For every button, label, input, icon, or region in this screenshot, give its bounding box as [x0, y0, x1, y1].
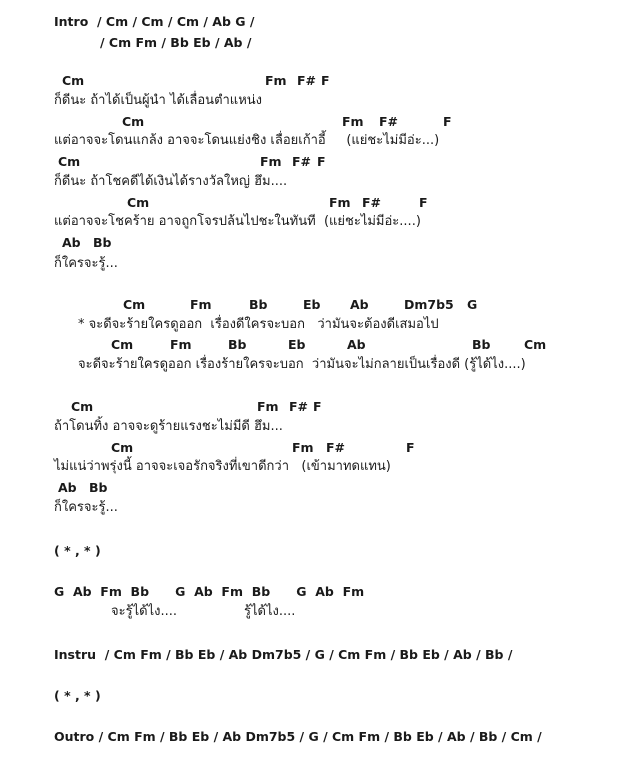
chord: Ab: [62, 235, 81, 250]
chord: G: [467, 297, 478, 312]
chord: Ab: [347, 337, 366, 352]
lyric-line: แต่อาจจะโดนแกล้ง อาจจะโดนแย่งชิง เลื่อยเก้าอี้ (แย่ชะไม่มีอ่ะ...): [54, 133, 440, 148]
intro-line-2: / Cm Fm / Bb Eb / Ab /: [100, 35, 252, 50]
chord: Fm: [170, 337, 192, 352]
chord: Fm: [292, 440, 314, 455]
chord: Cm: [62, 73, 85, 88]
chord: F#: [292, 154, 312, 169]
chord: Cm: [127, 195, 150, 210]
chord: Bb: [228, 337, 247, 352]
chord: Fm: [257, 399, 279, 414]
chord: F: [321, 73, 330, 88]
lyric-line: ก็ดีนะ ถ้าโชคดีได้เงินได้รางวัลใหญ่ ฮึม....: [54, 174, 288, 189]
lyric-line: ก็ใครจะรู้...: [54, 500, 118, 515]
chord: Fm: [265, 73, 287, 88]
chord: F: [443, 114, 452, 129]
lyric-line: ถ้าโดนทิ้ง อาจจะดูร้ายแรงชะไม่มีดี ฮึม...: [54, 419, 283, 434]
bridge-chords: G Ab Fm Bb G Ab Fm Bb G Ab Fm: [54, 584, 365, 599]
chord: Cm: [111, 440, 134, 455]
chord: Cm: [123, 297, 146, 312]
chord: Fm: [190, 297, 212, 312]
chord: Cm: [111, 337, 134, 352]
lyric-line: ไม่แน่ว่าพรุ่งนี้ อาจจะเจอรักจริงที่เขาดีกว่า (เข้ามาทดแทน): [54, 459, 391, 474]
lyric-line: จะดีจะร้ายใครดูออก เรื่องร้ายใครจะบอก ว่ามันจะไม่กลายเป็นเรื่องดี (รู้ได้ไง....): [78, 357, 526, 372]
chord: Ab: [58, 480, 77, 495]
chord: F#: [379, 114, 399, 129]
chord: Fm: [329, 195, 351, 210]
outro-line: Outro / Cm Fm / Bb Eb / Ab Dm7b5 / G / Cm Fm / Bb Eb / Ab / Bb / Cm /: [54, 729, 542, 744]
chord: Fm: [260, 154, 282, 169]
chord: F: [313, 399, 322, 414]
bridge-lyric-2: รู้ได้ไง....: [244, 604, 296, 619]
chord: Cm: [524, 337, 547, 352]
chord: F: [317, 154, 326, 169]
chord: F#: [289, 399, 309, 414]
repeat-marker: ( * , * ): [54, 543, 101, 558]
chord: F#: [362, 195, 382, 210]
chord: Bb: [93, 235, 112, 250]
intro-line-1: Intro / Cm / Cm / Cm / Ab G /: [54, 14, 255, 29]
lyric-line: * จะดีจะร้ายใครดูออก เรื่องดีใครจะบอก ว่ามันจะต้องดีเสมอไป: [78, 317, 439, 332]
chord: Dm7b5: [404, 297, 454, 312]
chord: Ab: [350, 297, 369, 312]
chord: Cm: [58, 154, 81, 169]
chord: Bb: [472, 337, 491, 352]
lyric-line: ก็ดีนะ ถ้าได้เป็นผู้นำ ได้เลื่อนตำแหน่ง: [54, 93, 262, 108]
chord: F#: [297, 73, 317, 88]
chord: Fm: [342, 114, 364, 129]
lyric-line: ก็ใครจะรู้...: [54, 256, 118, 271]
chord: Cm: [122, 114, 145, 129]
chord: F#: [326, 440, 346, 455]
chord: Cm: [71, 399, 94, 414]
chord: Eb: [288, 337, 306, 352]
chord: F: [406, 440, 415, 455]
instrumental-line: Instru / Cm Fm / Bb Eb / Ab Dm7b5 / G / Cm Fm / Bb Eb / Ab / Bb /: [54, 647, 513, 662]
chord: Bb: [249, 297, 268, 312]
chord: Bb: [89, 480, 108, 495]
chord: Eb: [303, 297, 321, 312]
repeat-marker: ( * , * ): [54, 688, 101, 703]
lyric-line: แต่อาจจะโชคร้าย อาจถูกโจรปล้นไปชะในทันที (แย่ชะไม่มีอ่ะ....): [54, 214, 421, 229]
chord: F: [419, 195, 428, 210]
bridge-lyric-1: จะรู้ได้ไง....: [111, 604, 177, 619]
